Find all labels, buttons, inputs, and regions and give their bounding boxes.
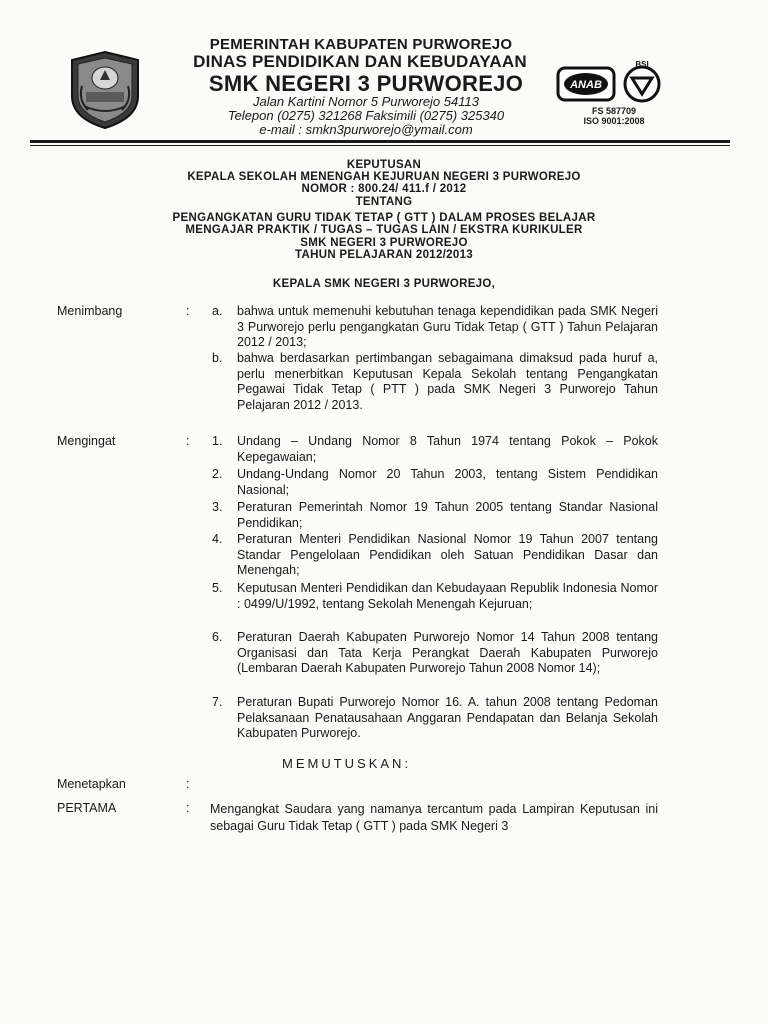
letterhead-phone: Telepon (0275) 321268 Faksimili (0275) 325340 bbox=[227, 108, 505, 123]
anab-text: ANAB bbox=[570, 79, 602, 91]
mengingat-label: Mengingat bbox=[57, 434, 116, 448]
pertama-colon: : bbox=[186, 801, 190, 815]
mengingat-item bbox=[212, 500, 658, 531]
item-marker: 7. bbox=[212, 695, 223, 709]
item-text: Peraturan Menteri Pendidikan Nasional Nomor 19 Tahun 2007 tentang Standar Pengelolaan Pendidikan oleh Satuan Pendidikan Dasar dan Menengah; bbox=[237, 532, 658, 578]
pertama-label: PERTAMA bbox=[57, 801, 117, 815]
certificate-number: FS 587709 bbox=[591, 106, 637, 116]
mengingat-item bbox=[212, 467, 658, 498]
item-marker: 4. bbox=[212, 532, 223, 546]
item-text: Undang-Undang Nomor 20 Tahun 2003, tentang Sistem Pendidikan Nasional; bbox=[237, 467, 658, 497]
item-marker: 5. bbox=[212, 581, 223, 595]
mengingat-item bbox=[212, 630, 658, 677]
district-emblem-logo bbox=[66, 50, 144, 130]
iso-standard: ISO 9001:2008 bbox=[583, 116, 645, 126]
decree-authority: KEPALA SMK NEGERI 3 PURWOREJO, bbox=[272, 278, 496, 290]
item-marker: 6. bbox=[212, 630, 223, 644]
letterhead-divider-thin bbox=[30, 145, 730, 146]
letterhead-address: Jalan Kartini Nomor 5 Purworejo 54113 bbox=[253, 94, 479, 109]
mengingat-item bbox=[212, 695, 658, 742]
decree-number: NOMOR : 800.24/ 411.f / 2012 bbox=[301, 183, 467, 195]
menetapkan-label: Menetapkan bbox=[57, 777, 126, 791]
item-marker: b. bbox=[212, 351, 223, 365]
menimbang-label: Menimbang bbox=[57, 304, 123, 318]
decree-subject-line-3: SMK NEGERI 3 PURWOREJO bbox=[300, 237, 468, 249]
decree-issuer: KEPALA SEKOLAH MENENGAH KEJURUAN NEGERI 3 PURWOREJO bbox=[187, 171, 581, 183]
decree-subject-line-1: PENGANGKATAN GURU TIDAK TETAP ( GTT ) DALAM PROSES BELAJAR bbox=[172, 212, 596, 224]
mengingat-item bbox=[212, 581, 658, 612]
menimbang-item bbox=[212, 351, 658, 413]
mengingat-item bbox=[212, 434, 658, 465]
letterhead-department: DINAS PENDIDIKAN DAN KEBUDAYAAN bbox=[193, 52, 527, 71]
item-marker: 2. bbox=[212, 467, 223, 481]
item-text: Peraturan Pemerintah Nomor 19 Tahun 2005 tentang Standar Nasional Pendidikan; bbox=[237, 500, 658, 530]
menimbang-colon: : bbox=[186, 304, 190, 318]
item-text: Keputusan Menteri Pendidikan dan Kebudayaan Republik Indonesia Nomor : 0499/U/1992, tentang Sekolah Menengah Kejuruan; bbox=[237, 581, 658, 611]
mengingat-colon: : bbox=[186, 434, 190, 448]
certification-logo bbox=[556, 58, 668, 104]
mengingat-item bbox=[212, 532, 658, 579]
item-marker: 1. bbox=[212, 434, 223, 448]
item-text: Peraturan Bupati Purworejo Nomor 16. A. tahun 2008 tentang Pedoman Pelaksanaan Penatausahaan Anggaran Pendapatan dan Belanja Sekolah Kabupaten Purworejo. bbox=[237, 695, 658, 741]
decree-tentang: TENTANG bbox=[355, 196, 413, 208]
item-text: Undang – Undang Nomor 8 Tahun 1974 tentang Pokok – Pokok Kepegawaian; bbox=[237, 434, 658, 464]
decree-subject-line-4: TAHUN PELAJARAN 2012/2013 bbox=[295, 249, 473, 261]
menimbang-item bbox=[212, 304, 658, 351]
letterhead-email: e-mail : smkn3purworejo@ymail.com bbox=[259, 122, 473, 137]
item-text: bahwa berdasarkan pertimbangan sebagaimana dimaksud pada huruf a, perlu menerbitkan Keputusan Kepala Sekolah tentang Pengangkatan Pegawai Tidak Tetap ( PTT ) pada SMK Negeri 3 Purworejo Tahun Pelajaran 2012 / 2013. bbox=[237, 351, 658, 412]
bsi-text: BSI bbox=[635, 60, 649, 69]
menetapkan-colon: : bbox=[186, 777, 190, 791]
letterhead-divider-thick bbox=[30, 140, 730, 143]
item-marker: a. bbox=[212, 304, 223, 318]
item-text: Peraturan Daerah Kabupaten Purworejo Nomor 14 Tahun 2008 tentang Organisasi dan Tata Kerja Perangkat Daerah Kabupaten Purworejo (Lembaran Daerah Kabupaten Purworejo Tahun 2008 Nomor 14); bbox=[237, 630, 658, 676]
letterhead-school-name: SMK NEGERI 3 PURWOREJO bbox=[208, 71, 524, 96]
decree-subject-line-2: MENGAJAR PRAKTIK / TUGAS – TUGAS LAIN / EKSTRA KURIKULER bbox=[185, 224, 583, 236]
pertama-text: Mengangkat Saudara yang namanya tercantum pada Lampiran Keputusan ini sebagai Guru Tidak Tetap ( GTT ) pada SMK Negeri 3 bbox=[210, 802, 658, 833]
decree-heading: KEPUTUSAN bbox=[346, 159, 422, 171]
item-marker: 3. bbox=[212, 500, 223, 514]
item-text: bahwa untuk memenuhi kebutuhan tenaga kependidikan pada SMK Negeri 3 Purworejo perlu pengangkatan Guru Tidak Tetap ( GTT ) Tahun Pelajaran 2012 / 2013; bbox=[237, 304, 658, 350]
memutuskan-heading: MEMUTUSKAN: bbox=[282, 756, 412, 771]
letterhead-government: PEMERINTAH KABUPATEN PURWOREJO bbox=[209, 36, 513, 53]
